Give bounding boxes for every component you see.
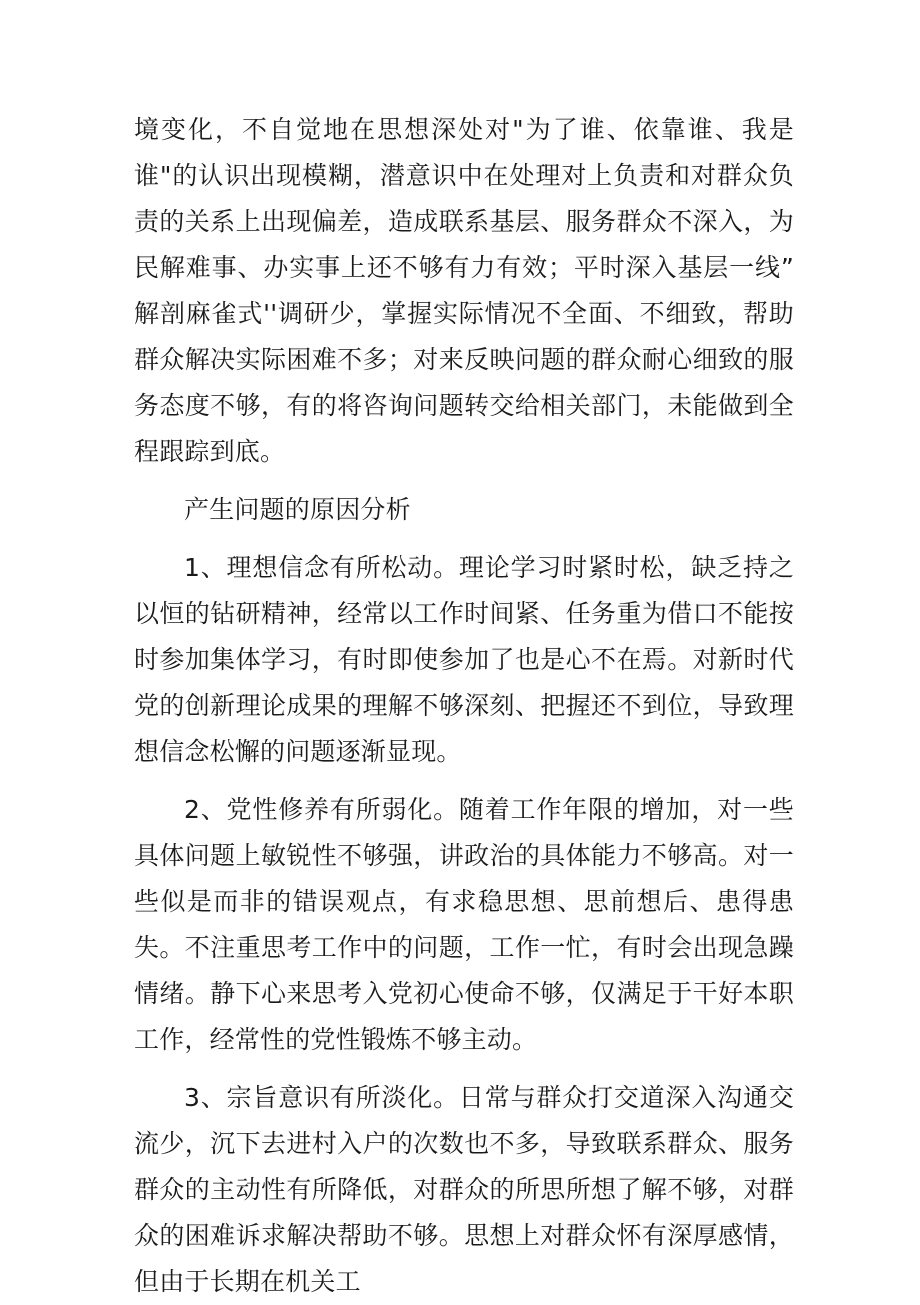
paragraph-party-spirit: 2、党性修养有所弱化。随着工作年限的增加，对一些具体问题上敏锐性不够强，讲政治的具体能力不够高。对一些似是而非的错误观点，有求稳思想、思前想后、患得患失。不注重思考工作中的问题，工作一忙，有时会出现急躁情绪。静下心来思考入党初心使命不够，仅满足于干好本职工作，经常性的党性锻炼不够主动。 — [134, 795, 794, 1054]
paragraph-purpose: 3、宗旨意识有所淡化。日常与群众打交道深入沟通交流少，沉下去进村入户的次数也不多，导致联系群众、服务群众的主动性有所降低，对群众的所思所想了解不够，对群众的困难诉求解决帮助不够。思想上对群众怀有深厚感情，但由于长期在机关工 — [134, 1083, 794, 1296]
document-body — [134, 107, 794, 1305]
section-heading: 产生问题的原因分析 — [184, 495, 411, 524]
paragraph-ideals: 1、理想信念有所松动。理论学习时紧时松，缺乏持之以恒的钻研精神，经常以工作时间紧、任务重为借口不能按时参加集体学习，有时即使参加了也是心不在焉。对新时代党的创新理论成果的理解不够深刻、把握还不到位，导致理想信念松懈的问题逐渐显现。 — [134, 553, 794, 766]
paragraph-continuation: 境变化，不自觉地在思想深处对"为了谁、依靠谁、我是谁"的认识出现模糊，潜意识中在处理对上负责和对群众负责的关系上出现偏差，造成联系基层、服务群众不深入，为民解难事、办实事上还不够有力有效；平时深入基层一线” 解剖麻雀式''调研少，掌握实际情况不全面、不细致，帮助群众解决实际困难不多；对来反映问题的群众耐心细致的服务态度不够，有的将咨询问题转交给相关部门，未能做到全程跟踪到底。 — [134, 115, 794, 466]
